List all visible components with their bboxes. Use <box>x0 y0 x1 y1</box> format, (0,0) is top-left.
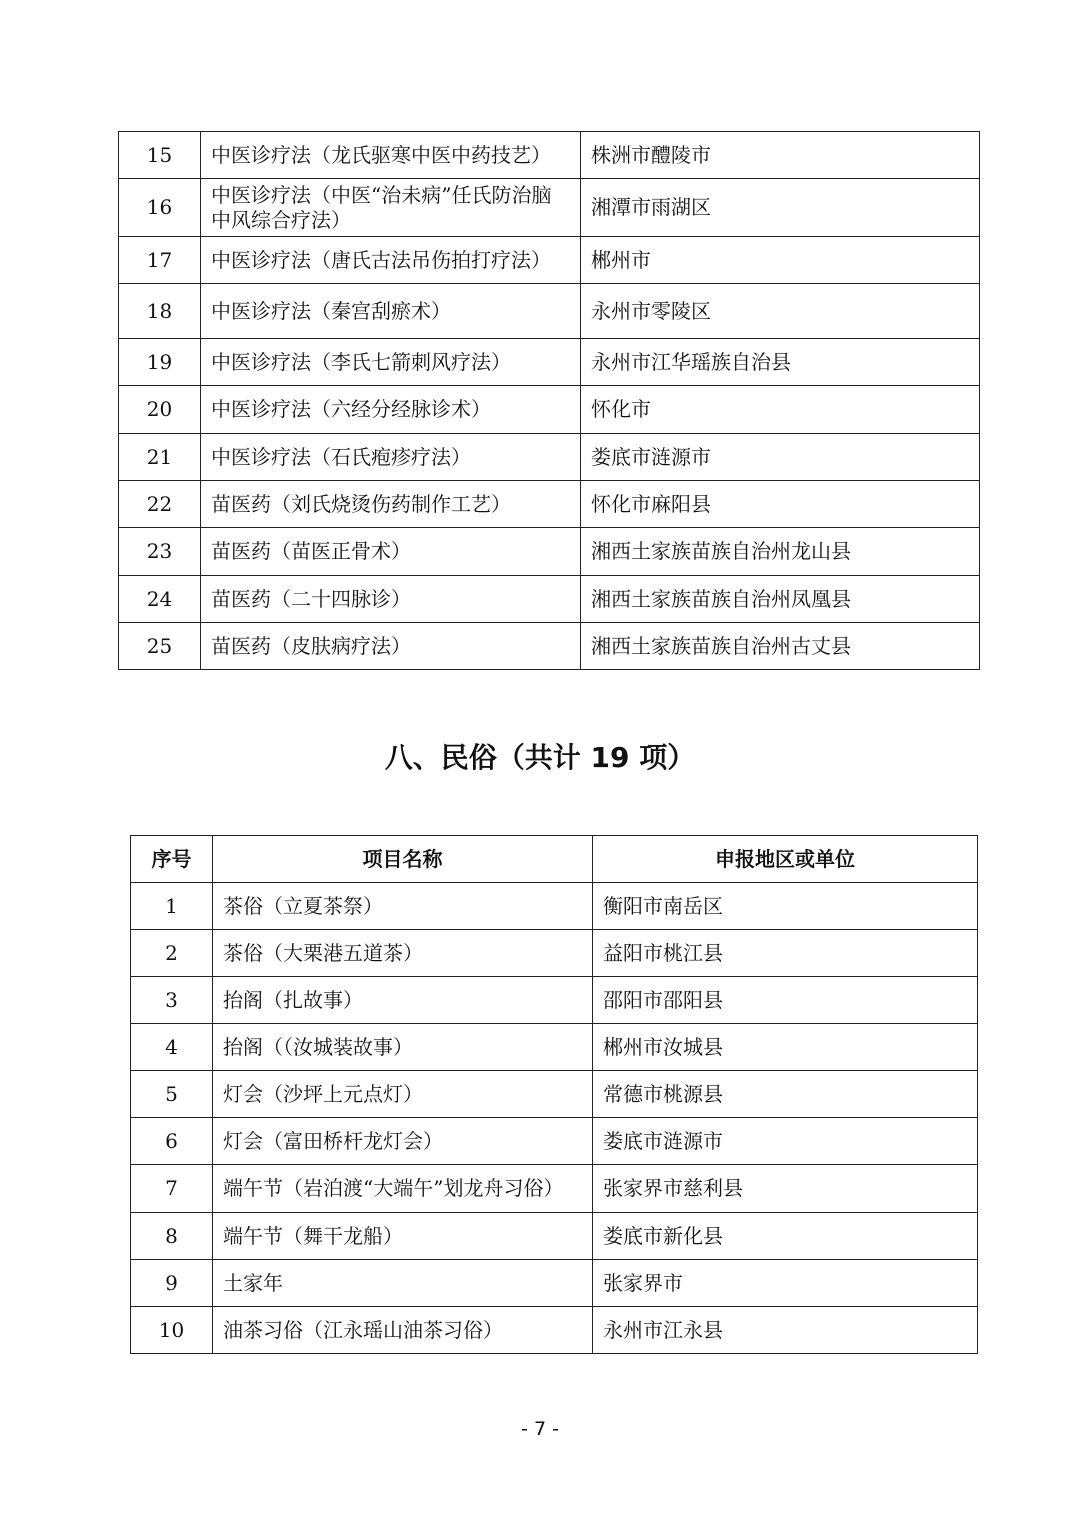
table-row <box>131 930 978 977</box>
cell-name: 中医诊疗法（石氏疱疹疗法） <box>201 434 581 481</box>
section-heading-folk-customs: 八、民俗（共计 19 项） <box>384 741 696 774</box>
header-project-name: 项目名称 <box>213 836 593 883</box>
cell-region: 娄底市涟源市 <box>581 434 980 481</box>
cell-region: 怀化市 <box>581 386 980 434</box>
cell-region: 湘西土家族苗族自治州古丈县 <box>581 623 980 670</box>
cell-name: 中医诊疗法（中医“治未病”任氏防治脑中风综合疗法） <box>201 179 581 237</box>
cell-name: 茶俗（立夏茶祭） <box>213 883 593 930</box>
cell-name: 茶俗（大栗港五道茶） <box>213 930 593 977</box>
cell-name: 抬阁（（汝城装故事） <box>213 1024 593 1071</box>
table-row <box>131 1024 978 1071</box>
cell-region: 株洲市醴陵市 <box>581 132 980 179</box>
cell-region: 湘西土家族苗族自治州龙山县 <box>581 528 980 576</box>
cell-no: 21 <box>119 434 201 481</box>
cell-region: 常德市桃源县 <box>593 1071 978 1118</box>
cell-no: 16 <box>119 179 201 237</box>
table-row <box>131 977 978 1024</box>
cell-name: 中医诊疗法（唐氏古法吊伤拍打疗法） <box>201 237 581 284</box>
cell-no: 7 <box>131 1165 213 1213</box>
cell-region: 衡阳市南岳区 <box>593 883 978 930</box>
cell-no: 2 <box>131 930 213 977</box>
table-row <box>119 339 980 386</box>
cell-no: 23 <box>119 528 201 576</box>
cell-no: 19 <box>119 339 201 386</box>
cell-name: 土家年 <box>213 1260 593 1307</box>
cell-no: 3 <box>131 977 213 1024</box>
cell-no: 9 <box>131 1260 213 1307</box>
table-row <box>131 1260 978 1307</box>
cell-region: 益阳市桃江县 <box>593 930 978 977</box>
header-serial-number: 序号 <box>131 836 213 883</box>
table-header-row <box>131 836 978 883</box>
cell-region: 郴州市 <box>581 237 980 284</box>
cell-name: 苗医药（皮肤病疗法） <box>201 623 581 670</box>
cell-no: 24 <box>119 576 201 623</box>
table-row <box>119 623 980 670</box>
table-row <box>131 1307 978 1354</box>
cell-region: 湘西土家族苗族自治州凤凰县 <box>581 576 980 623</box>
table-row <box>131 883 978 930</box>
cell-name: 中医诊疗法（六经分经脉诊术） <box>201 386 581 434</box>
cell-no: 1 <box>131 883 213 930</box>
cell-no: 17 <box>119 237 201 284</box>
cell-no: 25 <box>119 623 201 670</box>
cell-name: 端午节（岩泊渡“大端午”划龙舟习俗） <box>213 1165 593 1213</box>
cell-region: 怀化市麻阳县 <box>581 481 980 528</box>
cell-name: 中医诊疗法（秦宫刮瘀术） <box>201 284 581 339</box>
table-row <box>119 284 980 339</box>
table-row <box>119 386 980 434</box>
cell-name: 灯会（富田桥杆龙灯会） <box>213 1118 593 1165</box>
page-number: - 7 - <box>521 1418 559 1440</box>
cell-region: 邵阳市邵阳县 <box>593 977 978 1024</box>
cell-region: 张家界市慈利县 <box>593 1165 978 1213</box>
cell-name: 苗医药（苗医正骨术） <box>201 528 581 576</box>
intangible-heritage-table-medicine <box>118 131 980 670</box>
cell-no: 10 <box>131 1307 213 1354</box>
cell-region: 永州市江永县 <box>593 1307 978 1354</box>
cell-name: 抬阁（扎故事） <box>213 977 593 1024</box>
table-row <box>131 1165 978 1213</box>
table-row <box>119 179 980 237</box>
cell-region: 永州市江华瑶族自治县 <box>581 339 980 386</box>
header-region: 申报地区或单位 <box>593 836 978 883</box>
cell-no: 4 <box>131 1024 213 1071</box>
table-row <box>119 132 980 179</box>
cell-name: 灯会（沙坪上元点灯） <box>213 1071 593 1118</box>
cell-name: 中医诊疗法（龙氏驱寒中医中药技艺） <box>201 132 581 179</box>
cell-no: 22 <box>119 481 201 528</box>
cell-no: 6 <box>131 1118 213 1165</box>
cell-region: 张家界市 <box>593 1260 978 1307</box>
table-row <box>119 237 980 284</box>
cell-region: 郴州市汝城县 <box>593 1024 978 1071</box>
cell-no: 5 <box>131 1071 213 1118</box>
table-row <box>119 528 980 576</box>
cell-no: 18 <box>119 284 201 339</box>
intangible-heritage-table-folk-customs <box>130 835 978 1354</box>
cell-name: 中医诊疗法（李氏七箭刺风疗法） <box>201 339 581 386</box>
table-row <box>131 1071 978 1118</box>
cell-name: 端午节（舞干龙船） <box>213 1213 593 1260</box>
table-row <box>119 481 980 528</box>
table-row <box>119 576 980 623</box>
cell-no: 8 <box>131 1213 213 1260</box>
cell-no: 20 <box>119 386 201 434</box>
cell-no: 15 <box>119 132 201 179</box>
cell-name: 油茶习俗（江永瑶山油茶习俗） <box>213 1307 593 1354</box>
cell-region: 娄底市涟源市 <box>593 1118 978 1165</box>
table-row <box>131 1118 978 1165</box>
cell-region: 娄底市新化县 <box>593 1213 978 1260</box>
cell-name: 苗医药（刘氏烧烫伤药制作工艺） <box>201 481 581 528</box>
cell-name: 苗医药（二十四脉诊） <box>201 576 581 623</box>
table-row <box>131 1213 978 1260</box>
table-row <box>119 434 980 481</box>
cell-region: 湘潭市雨湖区 <box>581 179 980 237</box>
cell-region: 永州市零陵区 <box>581 284 980 339</box>
